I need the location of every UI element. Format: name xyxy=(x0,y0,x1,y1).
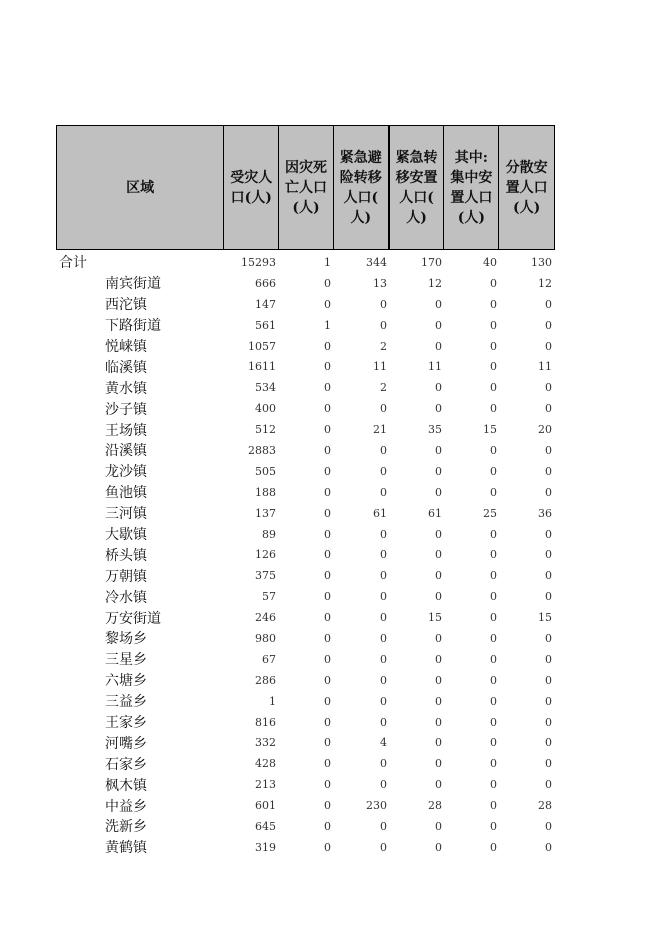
evacuated-value: 0 xyxy=(380,652,387,666)
relocated-value: 0 xyxy=(435,318,442,332)
centralized-value: 0 xyxy=(490,485,497,499)
region-name: 黄鹤镇 xyxy=(105,840,147,857)
deaths-value: 0 xyxy=(324,590,331,604)
header-centralized xyxy=(444,126,499,249)
header-line: 区域 xyxy=(126,179,155,196)
table-row xyxy=(56,294,555,315)
region-name: 冷水镇 xyxy=(105,589,147,606)
relocated-value: 0 xyxy=(435,840,442,854)
region-name: 河嘴乡 xyxy=(105,735,147,752)
region-name: 三星乡 xyxy=(105,652,147,669)
evacuated-value: 0 xyxy=(380,715,387,729)
dispersed-value: 0 xyxy=(545,631,552,645)
evacuated-value: 0 xyxy=(380,297,387,311)
dispersed-value: 0 xyxy=(545,527,552,541)
evacuated-value: 0 xyxy=(380,631,387,645)
dispersed-value: 0 xyxy=(545,840,552,854)
deaths-value: 0 xyxy=(324,464,331,478)
table-header xyxy=(56,125,555,250)
evacuated-value: 2 xyxy=(380,339,387,353)
relocated-value: 0 xyxy=(435,631,442,645)
deaths-value: 0 xyxy=(324,736,331,750)
affected-value: 137 xyxy=(255,506,276,520)
relocated-value: 35 xyxy=(428,423,442,437)
region-name: 下路街道 xyxy=(105,318,161,335)
table-row xyxy=(56,837,555,858)
region-name: 王家乡 xyxy=(105,715,147,732)
header-dispersed xyxy=(499,126,554,249)
deaths-value: 0 xyxy=(324,799,331,813)
region-name: 大歇镇 xyxy=(105,527,147,544)
deaths-value: 0 xyxy=(324,694,331,708)
evacuated-value: 61 xyxy=(373,506,387,520)
header-line: (人) xyxy=(513,199,541,216)
affected-value: 286 xyxy=(255,673,276,687)
deaths-value: 0 xyxy=(324,423,331,437)
table-row xyxy=(56,419,555,440)
affected-value: 428 xyxy=(255,757,276,771)
deaths-value: 0 xyxy=(324,819,331,833)
region-name: 桥头镇 xyxy=(105,547,147,564)
header-line: 人) xyxy=(350,209,372,226)
deaths-value: 0 xyxy=(324,778,331,792)
centralized-value: 0 xyxy=(490,402,497,416)
deaths-value: 0 xyxy=(324,631,331,645)
relocated-value: 0 xyxy=(435,715,442,729)
relocated-value: 0 xyxy=(435,694,442,708)
dispersed-value: 20 xyxy=(538,423,552,437)
dispersed-value: 0 xyxy=(545,297,552,311)
evacuated-value: 0 xyxy=(380,464,387,478)
dispersed-value: 28 xyxy=(538,799,552,813)
region-name: 洗新乡 xyxy=(105,819,147,836)
dispersed-value: 0 xyxy=(545,715,552,729)
affected-value: 645 xyxy=(255,819,276,833)
header-line: 置人口 xyxy=(505,179,548,196)
dispersed-value: 0 xyxy=(545,652,552,666)
affected-value: 246 xyxy=(255,611,276,625)
table-body xyxy=(56,252,555,858)
table-row xyxy=(56,649,555,670)
dispersed-value: 0 xyxy=(545,673,552,687)
centralized-value: 0 xyxy=(490,318,497,332)
relocated-value: 15 xyxy=(428,611,442,625)
evacuated-value: 0 xyxy=(380,757,387,771)
header-line: 集中安 xyxy=(450,169,493,186)
header-line: 因灾死 xyxy=(285,159,327,176)
affected-value: 319 xyxy=(255,840,276,854)
dispersed-value: 0 xyxy=(545,757,552,771)
deaths-value: 0 xyxy=(324,339,331,353)
affected-value: 561 xyxy=(255,318,276,332)
relocated-value: 28 xyxy=(428,799,442,813)
affected-value: 512 xyxy=(255,423,276,437)
centralized-value: 0 xyxy=(490,297,497,311)
centralized-value: 0 xyxy=(490,339,497,353)
dispersed-value: 11 xyxy=(538,360,552,374)
affected-value: 400 xyxy=(255,402,276,416)
dispersed-value: 0 xyxy=(545,339,552,353)
centralized-value: 0 xyxy=(490,276,497,290)
table-row xyxy=(56,586,555,607)
dispersed-value: 15 xyxy=(538,611,552,625)
table-row xyxy=(56,482,555,503)
relocated-value: 0 xyxy=(435,381,442,395)
header-line: (人) xyxy=(292,199,320,216)
affected-value: 332 xyxy=(255,736,276,750)
deaths-value: 0 xyxy=(324,485,331,499)
evacuated-value: 0 xyxy=(380,778,387,792)
dispersed-value: 0 xyxy=(545,694,552,708)
table-row xyxy=(56,440,555,461)
centralized-value: 15 xyxy=(483,423,497,437)
region-name: 合计 xyxy=(59,255,87,272)
dispersed-value: 0 xyxy=(545,443,552,457)
evacuated-value: 0 xyxy=(380,527,387,541)
dispersed-value: 0 xyxy=(545,402,552,416)
evacuated-value: 11 xyxy=(373,360,387,374)
header-line: 人口( xyxy=(343,189,379,206)
table-row xyxy=(56,273,555,294)
header-deaths xyxy=(279,126,334,249)
region-name: 南宾街道 xyxy=(105,276,161,293)
dispersed-value: 36 xyxy=(538,506,552,520)
relocated-value: 0 xyxy=(435,673,442,687)
centralized-value: 0 xyxy=(490,840,497,854)
region-name: 万朝镇 xyxy=(105,568,147,585)
deaths-value: 1 xyxy=(324,318,331,332)
relocated-value: 0 xyxy=(435,443,442,457)
centralized-value: 0 xyxy=(490,736,497,750)
dispersed-value: 0 xyxy=(545,819,552,833)
table-row xyxy=(56,795,555,816)
table-row xyxy=(56,356,555,377)
header-region xyxy=(57,126,224,249)
region-name: 中益乡 xyxy=(105,798,147,815)
evacuated-value: 0 xyxy=(380,318,387,332)
deaths-value: 0 xyxy=(324,381,331,395)
dispersed-value: 0 xyxy=(545,318,552,332)
table-row xyxy=(56,524,555,545)
centralized-value: 0 xyxy=(490,548,497,562)
header-affected xyxy=(224,126,279,249)
affected-value: 126 xyxy=(255,548,276,562)
region-name: 三河镇 xyxy=(105,506,147,523)
centralized-value: 0 xyxy=(490,673,497,687)
deaths-value: 0 xyxy=(324,402,331,416)
centralized-value: 0 xyxy=(490,611,497,625)
table-row xyxy=(56,503,555,524)
deaths-value: 0 xyxy=(324,652,331,666)
affected-value: 67 xyxy=(262,652,276,666)
evacuated-value: 4 xyxy=(380,736,387,750)
relocated-value: 0 xyxy=(435,339,442,353)
header-line: 口(人) xyxy=(230,189,272,206)
affected-value: 505 xyxy=(255,464,276,478)
header-line: 人) xyxy=(406,209,427,226)
deaths-value: 0 xyxy=(324,569,331,583)
relocated-value: 0 xyxy=(435,590,442,604)
centralized-value: 25 xyxy=(483,506,497,520)
relocated-value: 12 xyxy=(428,276,442,290)
relocated-value: 0 xyxy=(435,402,442,416)
deaths-value: 0 xyxy=(324,276,331,290)
table-row xyxy=(56,670,555,691)
table-row xyxy=(56,753,555,774)
evacuated-value: 13 xyxy=(373,276,387,290)
table-row xyxy=(56,774,555,795)
table-row xyxy=(56,712,555,733)
centralized-value: 0 xyxy=(490,757,497,771)
affected-value: 89 xyxy=(262,527,276,541)
affected-value: 213 xyxy=(255,778,276,792)
header-line: 紧急避 xyxy=(339,149,382,166)
deaths-value: 1 xyxy=(324,255,331,269)
relocated-value: 0 xyxy=(435,485,442,499)
centralized-value: 0 xyxy=(490,569,497,583)
table-row xyxy=(56,691,555,712)
relocated-value: 0 xyxy=(435,652,442,666)
relocated-value: 0 xyxy=(435,819,442,833)
evacuated-value: 2 xyxy=(380,381,387,395)
dispersed-value: 0 xyxy=(545,485,552,499)
table-row xyxy=(56,461,555,482)
deaths-value: 0 xyxy=(324,840,331,854)
dispersed-value: 0 xyxy=(545,464,552,478)
deaths-value: 0 xyxy=(324,673,331,687)
dispersed-value: 0 xyxy=(545,381,552,395)
deaths-value: 0 xyxy=(324,506,331,520)
centralized-value: 0 xyxy=(490,715,497,729)
affected-value: 980 xyxy=(255,631,276,645)
deaths-value: 0 xyxy=(324,297,331,311)
region-name: 黄水镇 xyxy=(105,380,147,397)
table-row xyxy=(56,565,555,586)
header-evacuated xyxy=(334,126,390,249)
deaths-value: 0 xyxy=(324,527,331,541)
relocated-value: 0 xyxy=(435,527,442,541)
header-line: 受灾人 xyxy=(230,169,273,186)
header-relocated xyxy=(390,126,445,249)
region-name: 沿溪镇 xyxy=(105,443,147,460)
relocated-value: 61 xyxy=(428,506,442,520)
evacuated-value: 0 xyxy=(380,548,387,562)
dispersed-value: 0 xyxy=(545,736,552,750)
evacuated-value: 0 xyxy=(380,611,387,625)
relocated-value: 0 xyxy=(435,736,442,750)
relocated-value: 0 xyxy=(435,464,442,478)
affected-value: 15293 xyxy=(241,255,276,269)
deaths-value: 0 xyxy=(324,715,331,729)
total-row xyxy=(56,252,555,273)
centralized-value: 0 xyxy=(490,694,497,708)
affected-value: 188 xyxy=(255,485,276,499)
evacuated-value: 0 xyxy=(380,590,387,604)
affected-value: 57 xyxy=(262,590,276,604)
dispersed-value: 0 xyxy=(545,590,552,604)
dispersed-value: 130 xyxy=(531,255,552,269)
header-line: 分散安 xyxy=(505,159,548,176)
relocated-value: 170 xyxy=(421,255,442,269)
evacuated-value: 0 xyxy=(380,694,387,708)
region-name: 黎场乡 xyxy=(105,631,147,648)
centralized-value: 0 xyxy=(490,360,497,374)
affected-value: 1 xyxy=(269,694,276,708)
relocated-value: 0 xyxy=(435,757,442,771)
deaths-value: 0 xyxy=(324,757,331,771)
region-name: 枫木镇 xyxy=(105,777,147,794)
dispersed-value: 12 xyxy=(538,276,552,290)
table-row xyxy=(56,377,555,398)
relocated-value: 0 xyxy=(435,569,442,583)
region-name: 三益乡 xyxy=(105,694,147,711)
affected-value: 816 xyxy=(255,715,276,729)
region-name: 王场镇 xyxy=(105,422,147,439)
relocated-value: 0 xyxy=(435,297,442,311)
evacuated-value: 0 xyxy=(380,485,387,499)
region-name: 西沱镇 xyxy=(105,297,147,314)
relocated-value: 0 xyxy=(435,548,442,562)
region-name: 龙沙镇 xyxy=(105,464,147,481)
centralized-value: 0 xyxy=(490,464,497,478)
dispersed-value: 0 xyxy=(545,569,552,583)
centralized-value: 40 xyxy=(483,255,497,269)
evacuated-value: 0 xyxy=(380,443,387,457)
evacuated-value: 21 xyxy=(373,423,387,437)
deaths-value: 0 xyxy=(324,548,331,562)
region-name: 鱼池镇 xyxy=(105,485,147,502)
evacuated-value: 0 xyxy=(380,840,387,854)
header-line: 移安置 xyxy=(395,169,438,186)
header-line: 险转移 xyxy=(339,169,382,186)
affected-value: 2883 xyxy=(248,443,276,457)
evacuated-value: 0 xyxy=(380,569,387,583)
header-line: 其中: xyxy=(454,149,488,166)
region-name: 悦崃镇 xyxy=(105,339,147,355)
evacuated-value: 344 xyxy=(366,255,387,269)
region-name: 沙子镇 xyxy=(105,401,147,418)
header-line: 紧急转 xyxy=(395,149,438,166)
header-line: 亡人口 xyxy=(285,179,327,196)
centralized-value: 0 xyxy=(490,819,497,833)
centralized-value: 0 xyxy=(490,799,497,813)
table-row xyxy=(56,398,555,419)
deaths-value: 0 xyxy=(324,443,331,457)
dispersed-value: 0 xyxy=(545,778,552,792)
affected-value: 1057 xyxy=(248,339,276,353)
evacuated-value: 0 xyxy=(380,402,387,416)
region-name: 六塘乡 xyxy=(105,673,147,690)
table-row xyxy=(56,336,555,357)
table-row xyxy=(56,607,555,628)
centralized-value: 0 xyxy=(490,527,497,541)
header-line: 人口( xyxy=(399,189,434,206)
region-name: 临溪镇 xyxy=(105,359,147,376)
affected-value: 601 xyxy=(255,799,276,813)
header-line: 置人口 xyxy=(450,189,493,206)
affected-value: 375 xyxy=(255,569,276,583)
dispersed-value: 0 xyxy=(545,548,552,562)
evacuated-value: 0 xyxy=(380,673,387,687)
deaths-value: 0 xyxy=(324,360,331,374)
centralized-value: 0 xyxy=(490,590,497,604)
centralized-value: 0 xyxy=(490,443,497,457)
header-line: (人) xyxy=(457,209,485,226)
affected-value: 147 xyxy=(255,297,276,311)
centralized-value: 0 xyxy=(490,381,497,395)
deaths-value: 0 xyxy=(324,611,331,625)
region-name: 石家乡 xyxy=(105,756,147,773)
centralized-value: 0 xyxy=(490,652,497,666)
relocated-value: 0 xyxy=(435,778,442,792)
region-name: 万安街道 xyxy=(105,610,161,627)
table-row xyxy=(56,816,555,837)
affected-value: 666 xyxy=(255,276,276,290)
affected-value: 534 xyxy=(255,381,276,395)
table-row xyxy=(56,628,555,649)
centralized-value: 0 xyxy=(490,631,497,645)
centralized-value: 0 xyxy=(490,778,497,792)
table-row xyxy=(56,315,555,336)
table-row xyxy=(56,732,555,753)
evacuated-value: 230 xyxy=(366,799,387,813)
affected-value: 1611 xyxy=(248,360,276,374)
table-row xyxy=(56,544,555,565)
relocated-value: 11 xyxy=(428,360,442,374)
evacuated-value: 0 xyxy=(380,819,387,833)
